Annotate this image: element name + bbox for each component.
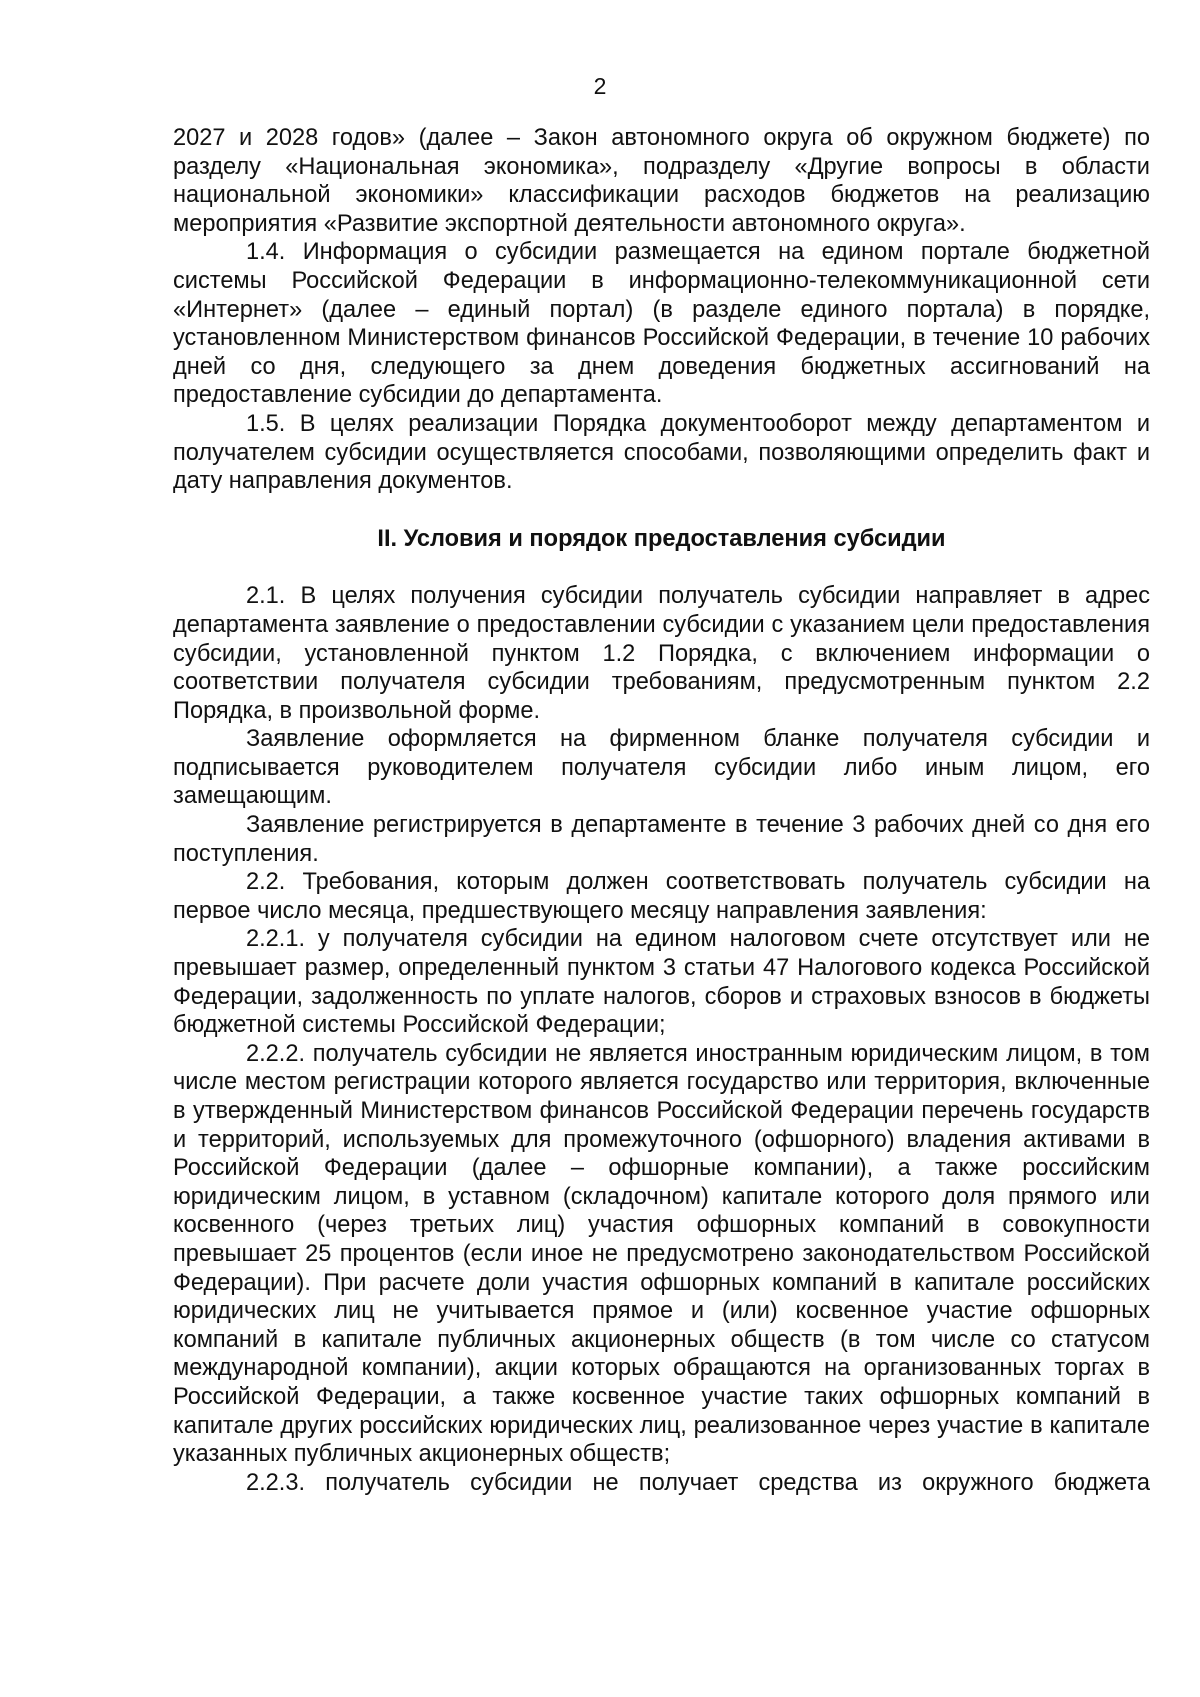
paragraph-application-registration: Заявление регистрируется в департаменте в течение 3 рабочих дней со дня его поступления. (173, 812, 1150, 867)
paragraph-1-4: 1.4. Информация о субсидии размещается на едином портале бюджетной системы Российской Федерации в информационно-телекоммуникационной сети «Интернет» (далее – единый портал) (в разделе единого портала) в порядке, установленном Министерством финансов Российской Федерации, в течение 10 рабочих дней со дня, следующего за днем доведения бюджетных ассигнований на предоставление субсидии до департамента. (173, 239, 1150, 409)
document-body (173, 124, 1150, 1497)
paragraph-2-2: 2.2. Требования, которым должен соответствовать получатель субсидии на первое число месяца, предшествующего месяцу направления заявления: (173, 869, 1150, 924)
paragraph-2-1: 2.1. В целях получения субсидии получатель субсидии направляет в адрес департамента заявление о предоставлении субсидии с указанием цели предоставления субсидии, установленной пунктом 1.2 Порядка, с включением информации о соответствии получателя субсидии требованиям, предусмотренным пунктом 2.2 Порядка, в произвольной форме. (173, 583, 1150, 724)
paragraph-2-2-2: 2.2.2. получатель субсидии не является иностранным юридическим лицом, в том числе местом регистрации которого является государство или территория, включенные в утвержденный Министерством финансов Российской Федерации перечень государств и территорий, используемых для промежуточного (офшорного) владения активами в Российской Федерации (далее – офшорные компании), а также российским юридическим лицом, в уставном (складочном) капитале которого доля прямого или косвенного (через третьих лиц) участия офшорных компаний в совокупности превышает 25 процентов (если иное не предусмотрено законодательством Российской Федерации). При расчете доли участия офшорных компаний в капитале российских юридических лиц не учитывается прямое и (или) косвенное участие офшорных компаний в капитале публичных акционерных обществ (в том числе со статусом международной компании), акции которых обращаются на организованных торгах в Российской Федерации, а также косвенное участие таких офшорных компаний в капитале других российских юридических лиц, реализованное через участие в капитале указанных публичных акционерных обществ; (173, 1040, 1150, 1468)
section-heading: II. Условия и порядок предоставления субсидии (377, 525, 946, 552)
paragraph-2-2-1: 2.2.1. у получателя субсидии на едином налоговом счете отсутствует или не превышает размер, определенный пунктом 3 статьи 47 Налогового кодекса Российской Федерации, задолженность по уплате налогов, сборов и страховых взносов в бюджеты бюджетной системы Российской Федерации; (173, 926, 1150, 1039)
paragraph-2-2-3: 2.2.3. получатель субсидии не получает средства из окружного бюджета (246, 1469, 1150, 1496)
paragraph-1-5: 1.5. В целях реализации Порядка документооборот между департаментом и получателем субсидии осуществляется способами, позволяющими определить факт и дату направления документов. (173, 410, 1150, 495)
paragraph-application-form: Заявление оформляется на фирменном бланке получателя субсидии и подписывается руководителем получателя субсидии либо иным лицом, его замещающим. (173, 726, 1150, 810)
paragraph-law-reference: 2027 и 2028 годов» (далее – Закон автономного округа об окружном бюджете) по разделу «Национальная экономика», подразделу «Другие вопросы в области национальной экономики» классификации расходов бюджетов на реализацию мероприятия «Развитие экспортной деятельности автономного округа». (173, 125, 1150, 237)
page-number: 2 (593, 73, 607, 99)
